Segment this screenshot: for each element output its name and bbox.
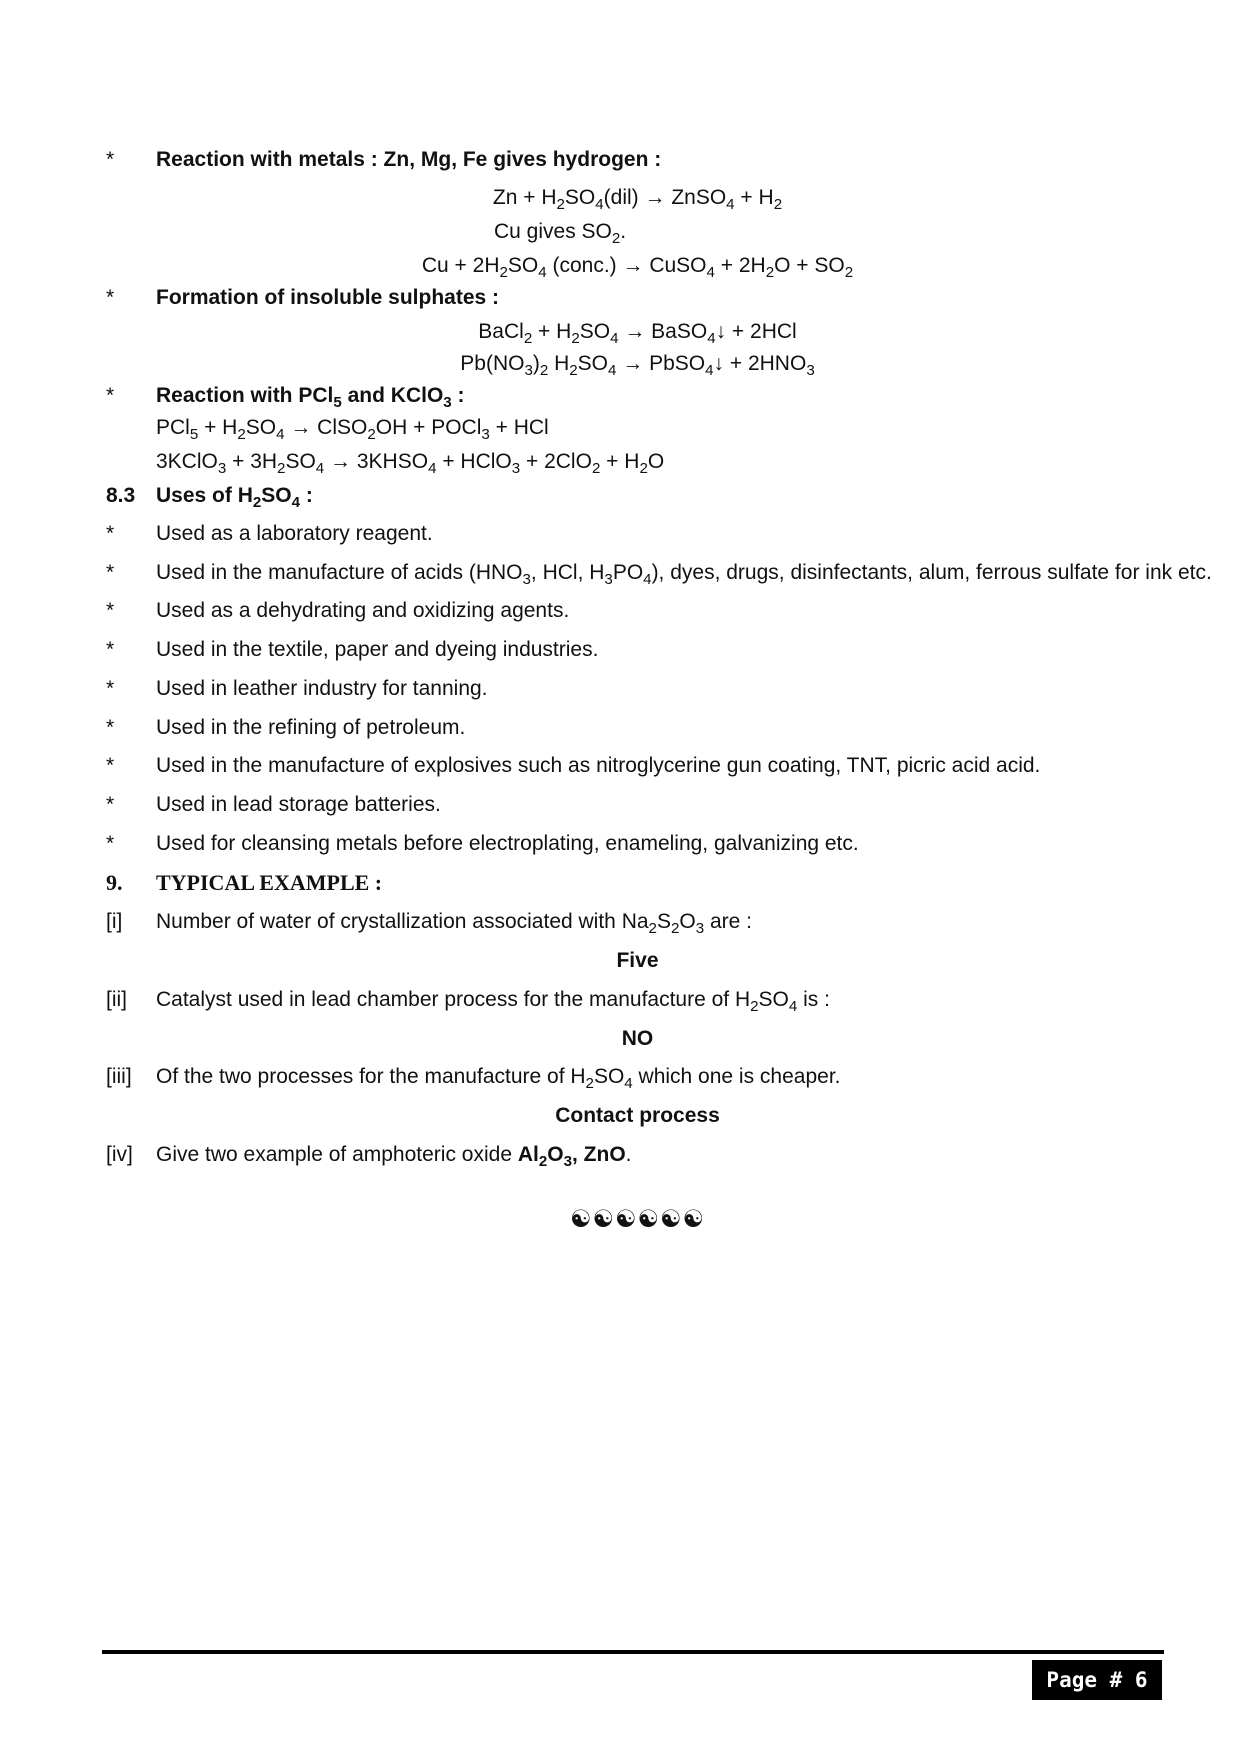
bullet: * bbox=[106, 832, 115, 855]
section-heading-typical: TYPICAL EXAMPLE : bbox=[156, 870, 383, 895]
section-heading-uses: Uses of $H_2SO_4$ : bbox=[156, 484, 313, 512]
question-label: [iii] bbox=[106, 1065, 132, 1088]
bullet: * bbox=[106, 638, 115, 661]
uses-item: Used for cleansing metals before electroplating, enameling, galvanizing etc. bbox=[156, 832, 859, 855]
question-label: [i] bbox=[106, 910, 123, 933]
bullet: * bbox=[106, 148, 115, 171]
equation-cu: $Cu + 2H_2SO_4$ (conc.) → CuSO$_4$ + $2H_2O + SO_2$ bbox=[421, 254, 854, 282]
uses-item: Used as a dehydrating and oxidizing agents. bbox=[156, 599, 570, 622]
bullet: * bbox=[106, 522, 115, 545]
page-number: Page # 6 bbox=[1032, 1660, 1162, 1700]
question-text: Give two example of amphoteric oxide $Al_2O_3$, ZnO. bbox=[156, 1143, 632, 1171]
equation-zn: $Zn + H_2SO_4(dil)$ → ZnSO$_4$ + $H_2$ bbox=[492, 186, 783, 214]
uses-item: Used as a laboratory reagent. bbox=[156, 522, 433, 545]
uses-item: Used in the manufacture of acids ($HNO_3$, HCl, $H_3PO_4$), dyes, drugs, disinfectants, alum, ferrous sulfate for ink etc. bbox=[156, 561, 1212, 589]
note-cu-so2: Cu gives $SO_2$. bbox=[494, 220, 627, 248]
bullet: * bbox=[106, 677, 115, 700]
bullet: * bbox=[106, 286, 115, 309]
answer: Contact process bbox=[555, 1104, 720, 1127]
answer: NO bbox=[621, 1027, 654, 1050]
section-number-uses: 8.3 bbox=[106, 484, 136, 507]
question-text: Catalyst used in lead chamber process for the manufacture of $H_2SO_4$ is : bbox=[156, 988, 830, 1016]
question-text: Number of water of crystallization associated with $Na_2S_2O_3$ are : bbox=[156, 910, 752, 938]
section-heading-pcl5: Reaction with PCl$_5$ and KClO$_3$ : bbox=[156, 384, 465, 412]
bullet: * bbox=[106, 384, 115, 407]
uses-item: Used in the refining of petroleum. bbox=[156, 716, 466, 739]
yin-yang-ornament-icon: ☯☯☯☯☯☯ bbox=[569, 1205, 706, 1233]
question-label: [iv] bbox=[106, 1143, 133, 1166]
section-heading-metals: Reaction with metals : Zn, Mg, Fe gives hydrogen : bbox=[156, 148, 662, 171]
question-label: [ii] bbox=[106, 988, 127, 1011]
uses-item: Used in the manufacture of explosives such as nitroglycerine gun coating, TNT, picric acid acid. bbox=[156, 754, 1041, 777]
bullet: * bbox=[106, 599, 115, 622]
equation-bacl2: BaCl$_2$ + $H_2SO_4$ → BaSO$_4$↓ + 2HCl bbox=[478, 320, 797, 348]
bullet: * bbox=[106, 716, 115, 739]
bullet: * bbox=[106, 793, 115, 816]
bullet: * bbox=[106, 561, 115, 584]
uses-item: Used in lead storage batteries. bbox=[156, 793, 441, 816]
answer: Five bbox=[616, 949, 659, 972]
equation-pbno3: $Pb(NO_3)_2$ $H_2SO_4$ → PbSO$_4$↓ + $2HNO_3$ bbox=[460, 352, 815, 380]
section-number-typical: 9. bbox=[106, 870, 123, 895]
equation-pcl5: $PCl_5 + H_2SO_4$ → ClSO$_2$OH + POCl$_3$ + HCl bbox=[156, 416, 549, 444]
bullet: * bbox=[106, 754, 115, 777]
equation-kclo3: 3KClO$_3$ + $3H_2SO_4$ → $3KHSO_4$ + HClO$_3$ + $2ClO_2 + H_2O$ bbox=[156, 450, 665, 478]
footer-rule bbox=[102, 1650, 1164, 1654]
question-text: Of the two processes for the manufacture of $H_2SO_4$ which one is cheaper. bbox=[156, 1065, 841, 1093]
section-heading-sulphates: Formation of insoluble sulphates : bbox=[156, 286, 500, 309]
uses-item: Used in leather industry for tanning. bbox=[156, 677, 488, 700]
uses-item: Used in the textile, paper and dyeing industries. bbox=[156, 638, 599, 661]
